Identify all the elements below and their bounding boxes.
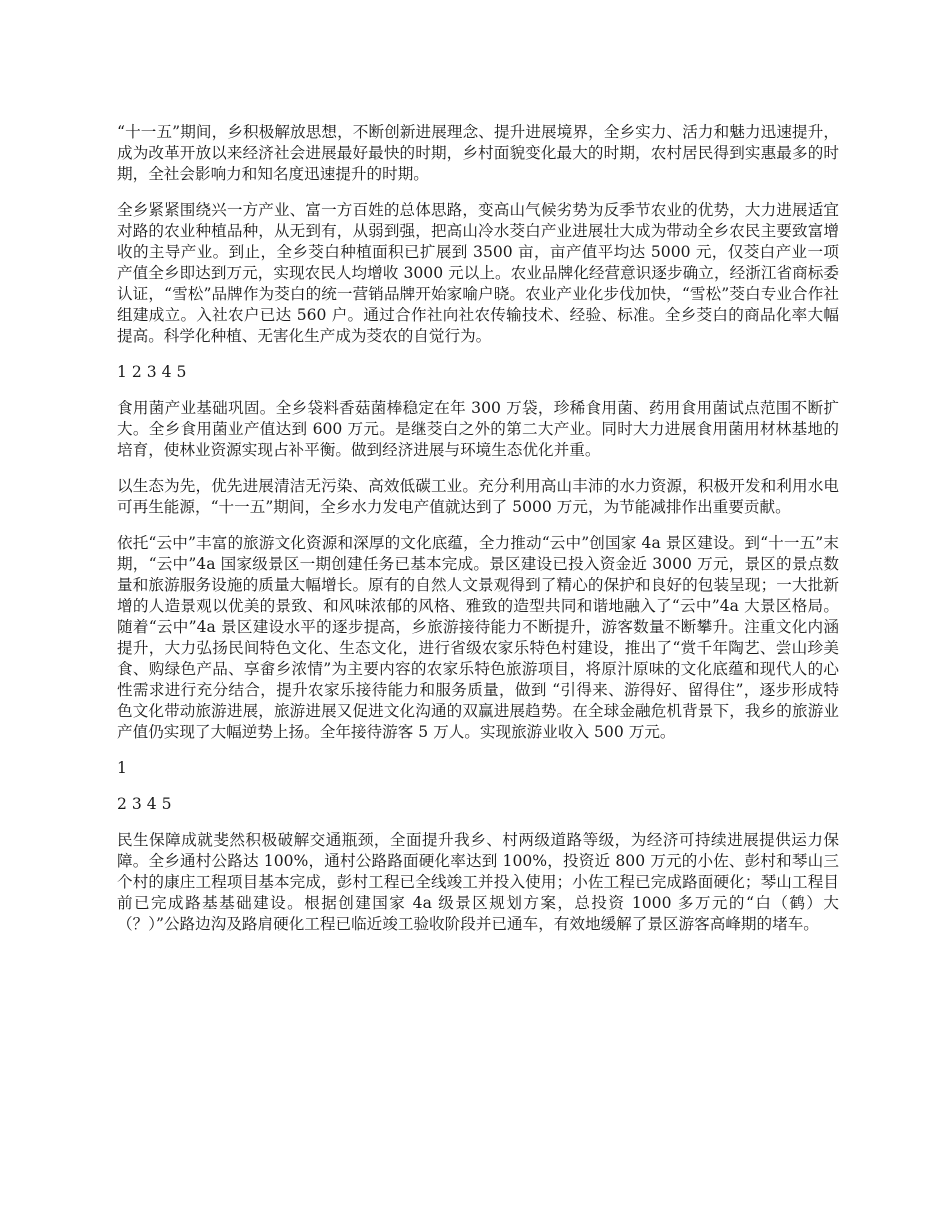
paragraph-tourism: 依托“云中”丰富的旅游文化资源和深厚的文化底蕴，全力推动“云中”创国家 4a 景区建设。到“十一五”末期，“云中”4a 国家级景区一期创建任务已基本完成。景区建设已投入资金近 3000 万元，景区的景点数量和旅游服务设施的质量大幅增长。原有的自然人文景观得到了精心的保护和良好的包装呈现；一大批新增的人造景观以优美的景致、和风味浓郁的风格、雅致的造型共同和谐地融入了“云中”4a 大景区格局。随着“云中”4a 景区建设水平的逐步提高，乡旅游接待能力不断提升，游客数量不断攀升。注重文化内涵提升，大力弘扬民间特色文化、生态文化，进行省级农家乐特色村建设，推出了“赏千年陶艺、尝山珍美食、购绿色产品、享畲乡浓情”为主要内容的农家乐特色旅游项目，将原汁原味的文化底蕴和现代人的心性需求进行充分结合，提升农家乐接待能力和服务质量，做到 “引得来、游得好、留得住”，逐步形成特色文化带动旅游进展，旅游进展又促进文化沟通的双赢进展趋势。在全球金融危机背景下，我乡的旅游业产值仍实现了大幅逆势上扬。全年接待游客 5 万人。实现旅游业收入 500 万元。 [117, 534, 839, 741]
paragraph-industry: 以生态为先，优先进展清洁无污染、高效低碳工业。充分利用高山丰沛的水力资源，积极开发和利用水电可再生能源，“十一五”期间，全乡水力发电产值就达到了 5000 万元，为节能减排作出重要贡献。 [117, 477, 839, 516]
list-marker-2: 1 [117, 759, 127, 777]
paragraph-livelihood: 民生保障成就斐然积极破解交通瓶颈，全面提升我乡、村两级道路等级，为经济可持续进展提供运力保障。全乡通村公路达 100%，通村公路路面硬化率达到 100%，投资近 800 万元的小佐、彭村和琴山三个村的康庄工程项目基本完成，彭村工程已全线竣工并投入使用；小佐工程已完成路面硬化；琴山工程目前已完成路基基础建设。根据创建国家 4a 级景区规划方案，总投资 1000 多万元的“白（鹤）大（？）”公路边沟及路肩硬化工程已临近竣工验收阶段并已通车，有效地缓解了景区游客高峰期的堵车。 [117, 831, 839, 933]
list-marker-3: 2 3 4 5 [117, 795, 172, 813]
document-body [117, 122, 839, 950]
paragraph-intro: “十一五”期间，乡积极解放思想，不断创新进展理念、提升进展境界，全乡实力、活力和魅力迅速提升，成为改革开放以来经济社会进展最好最快的时期，乡村面貌变化最大的时期，农村居民得到实惠最多的时期，全社会影响力和知名度迅速提升的时期。 [117, 123, 839, 183]
paragraph-agriculture: 全乡紧紧围绕兴一方产业、富一方百姓的总体思路，变高山气候劣势为反季节农业的优势，大力进展适宜对路的农业种植品种，从无到有，从弱到强，把高山冷水茭白产业进展壮大成为带动全乡农民主要致富增收的主导产业。到止，全乡茭白种植面积已扩展到 3500 亩，亩产值平均达 5000 元，仅茭白产业一项产值全乡即达到万元，实现农民人均增收 3000 元以上。农业品牌化经营意识逐步确立，经浙江省商标委认证，“雪松”品牌作为茭白的统一营销品牌开始家喻户晓。农业产业化步伐加快，“雪松”茭白专业合作社组建成立。入社农户已达 560 户。通过合作社向社农传输技术、经验、标准。全乡茭白的商品化率大幅提高。科学化种植、无害化生产成为茭农的自觉行为。 [117, 201, 839, 345]
paragraph-fungi: 食用菌产业基础巩固。全乡袋料香菇菌棒稳定在年 300 万袋，珍稀食用菌、药用食用菌试点范围不断扩大。全乡食用菌业产值达到 600 万元。是继茭白之外的第二大产业。同时大力进展食用菌用材林基地的培育，使林业资源实现占补平衡。做到经济进展与环境生态优化并重。 [117, 399, 839, 459]
list-marker-1: 1 2 3 4 5 [117, 363, 187, 381]
